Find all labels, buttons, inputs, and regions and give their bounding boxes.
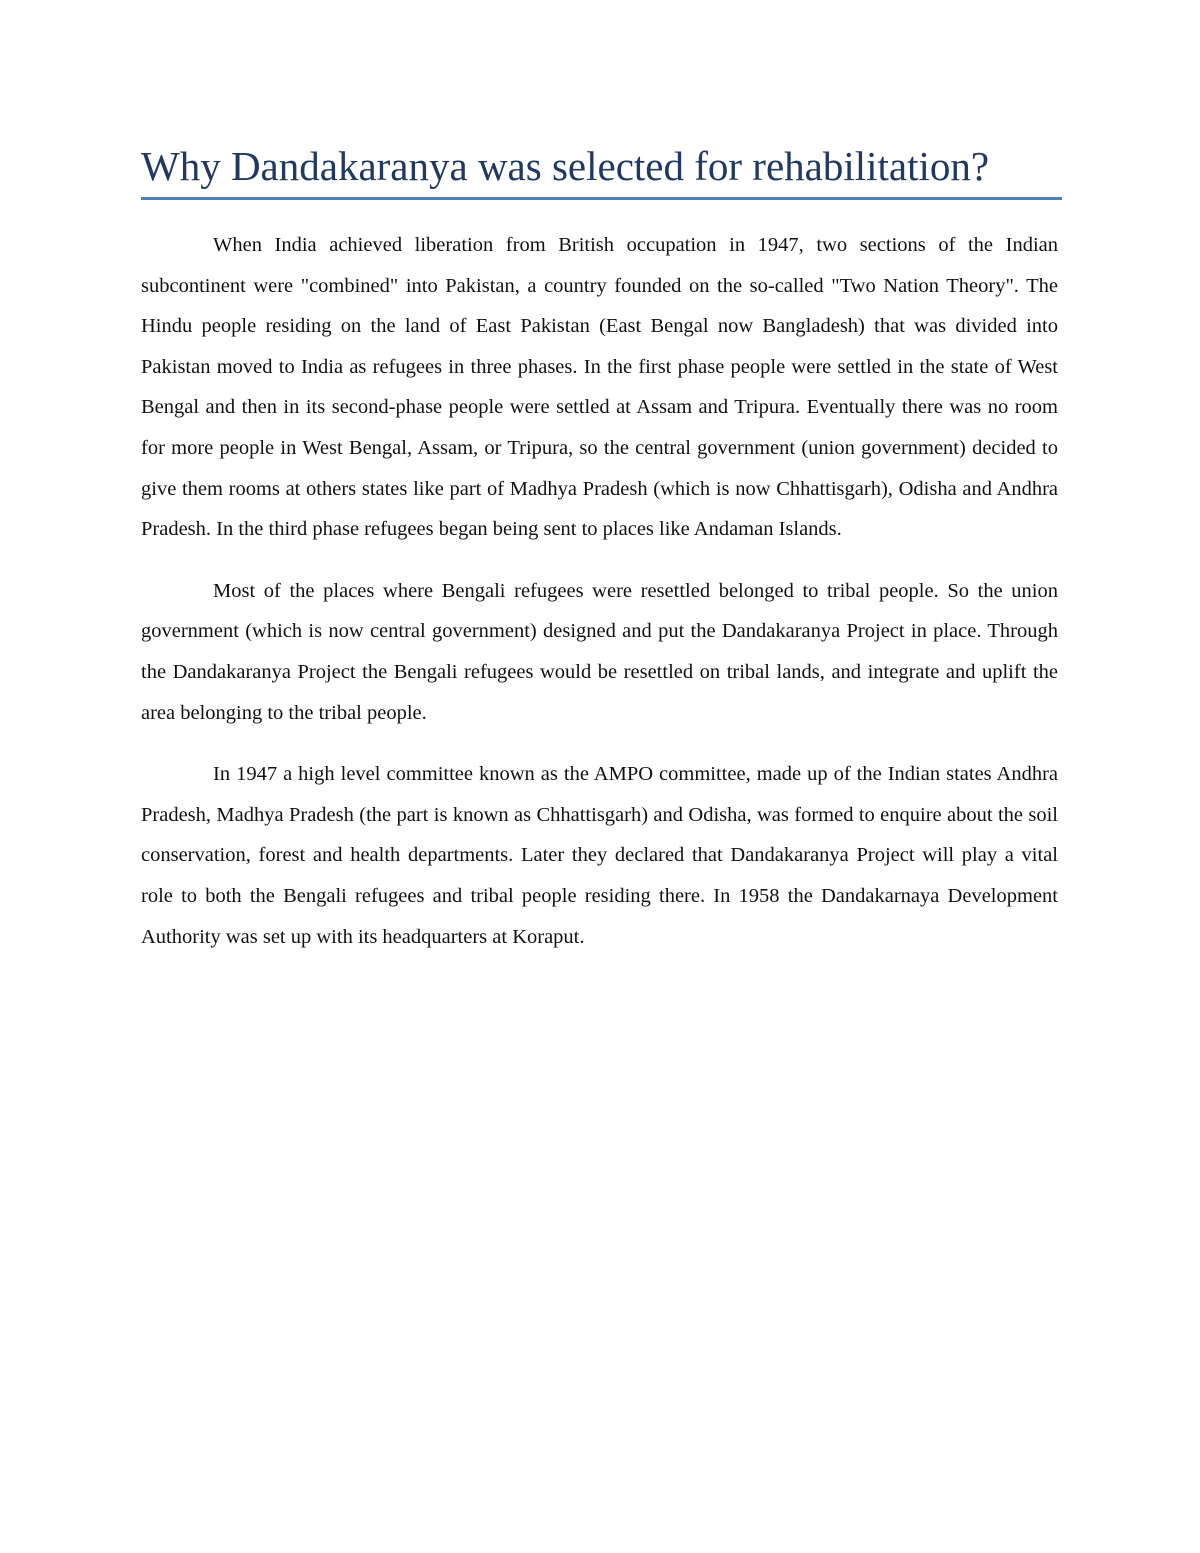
body-paragraph-2: Most of the places where Bengali refugees were resettled belonged to tribal people. So the union government (which is now central government) designed and put the Dandakaranya Project in place. Through the Dandakaranya Project the Bengali refugees would be resettled on tribal lands, and integrate and uplift the area belonging to the tribal people. xyxy=(141,579,1058,724)
document-body xyxy=(141,225,1058,978)
page-title: Why Dandakaranya was selected for rehabilitation? xyxy=(141,143,990,189)
heading-underline xyxy=(141,197,1062,200)
body-paragraph-1: When India achieved liberation from British occupation in 1947, two sections of the Indian subcontinent were "combined" into Pakistan, a country founded on the so-called "Two Nation Theory". The Hindu people residing on the land of East Pakistan (East Bengal now Bangladesh) that was divided into Pakistan moved to India as refugees in three phases. In the first phase people were settled in the state of West Bengal and then in its second-phase people were settled at Assam and Tripura. Eventually there was no room for more people in West Bengal, Assam, or Tripura, so the central government (union government) decided to give them rooms at others states like part of Madhya Pradesh (which is now Chhattisgarh), Odisha and Andhra Pradesh. In the third phase refugees began being sent to places like Andaman Islands. xyxy=(141,234,1058,541)
body-paragraph-3: In 1947 a high level committee known as the AMPO committee, made up of the Indian states Andhra Pradesh, Madhya Pradesh (the part is known as Chhattisgarh) and Odisha, was formed to enquire about the soil conservation, forest and health departments. Later they declared that Dandakaranya Project will play a vital role to both the Bengali refugees and tribal people residing there. In 1958 the Dandakarnaya Development Authority was set up with its headquarters at Koraput. xyxy=(141,763,1058,948)
